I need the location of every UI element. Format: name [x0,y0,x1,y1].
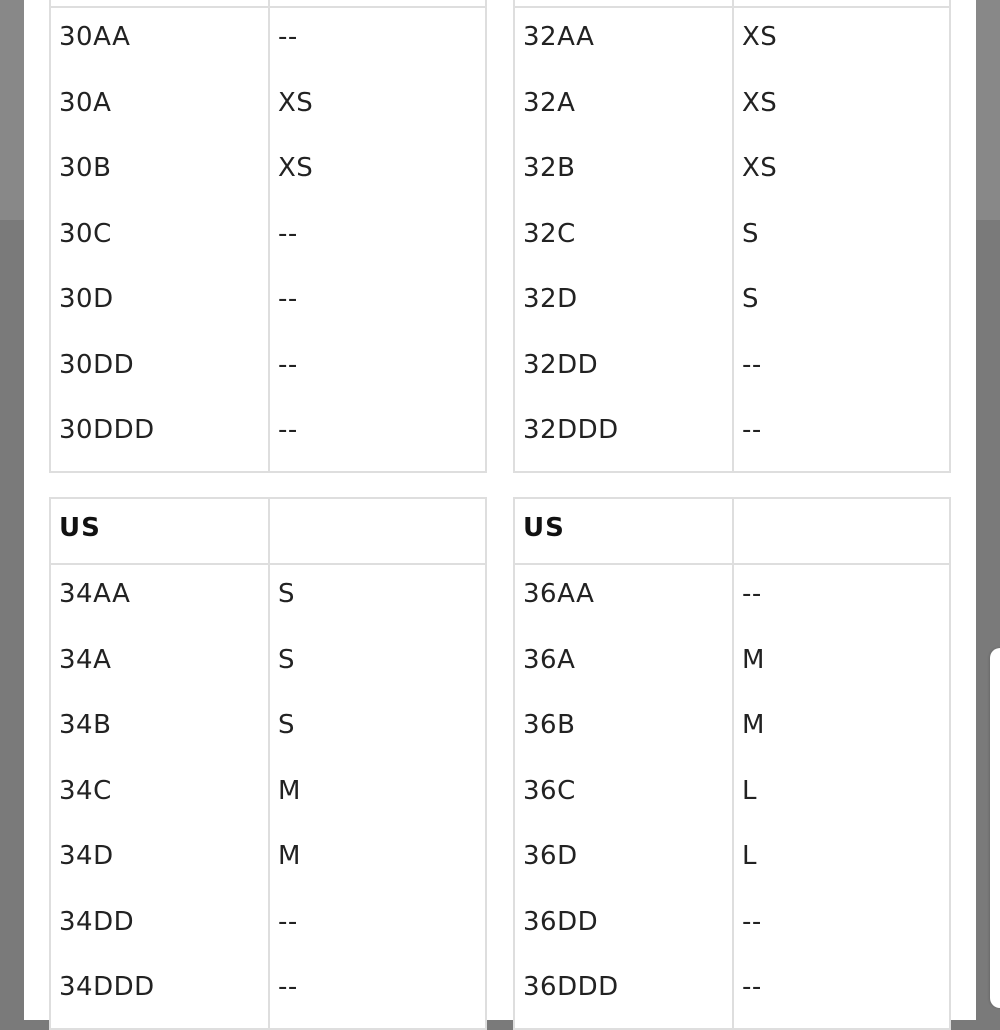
band-cup-cell: 30C [59,218,112,249]
table-row [51,958,485,1024]
table-row [51,139,485,205]
band-cup-cell: 36DD [523,906,599,937]
band-cup-cell: 32B [523,153,576,183]
table-row [515,827,949,893]
size-cell: -- [742,972,762,1002]
table-row [51,8,485,74]
size-table-34 [49,497,487,1030]
table-row [51,631,485,697]
band-cup-cell: 32DDD [523,415,619,445]
table-row [51,336,485,402]
size-cell: -- [278,284,298,314]
size-cell: -- [278,22,298,52]
table-header [515,0,949,8]
band-cup-cell: 30DD [59,349,135,380]
table-row [515,631,949,697]
size-table-32 [513,0,951,473]
size-cell: S [742,284,760,314]
size-cell: M [278,775,301,806]
band-cup-cell: 32D [523,284,578,314]
band-cup-cell: 34C [59,775,112,806]
table-row [515,401,949,467]
band-cup-cell: 34D [59,841,114,871]
table-row [51,270,485,336]
band-cup-cell: 34DDD [59,972,155,1002]
table-row [515,958,949,1024]
band-cup-cell: 30B [59,153,112,183]
band-cup-cell: 32C [523,218,576,249]
table-row [51,205,485,271]
band-cup-cell: 30D [59,284,114,314]
size-cell: -- [742,415,762,445]
band-cup-cell: 32DD [523,349,599,380]
size-table-36 [513,497,951,1030]
table-row [51,827,485,893]
table-row [515,8,949,74]
size-cell: -- [742,579,762,609]
table-row [515,74,949,140]
table-row [51,893,485,959]
table-row [51,696,485,762]
size-cell: M [742,710,765,740]
size-cell: -- [742,349,762,380]
table-header [51,499,485,565]
band-cup-cell: 34AA [59,579,131,609]
size-cell: L [742,841,757,871]
table-row [515,696,949,762]
size-cell: -- [278,415,298,445]
band-cup-cell: 34B [59,710,112,740]
band-cup-cell: 30AA [59,22,131,52]
side-panel-handle[interactable] [990,648,1000,1008]
size-table-30 [49,0,487,473]
size-cell: XS [742,22,778,52]
size-cell: -- [278,349,298,380]
header-cell: US [523,513,565,543]
table-row [515,205,949,271]
size-cell: M [742,644,765,675]
size-cell: M [278,841,301,871]
band-cup-cell: 34A [59,644,112,675]
size-cell: -- [278,906,298,937]
band-cup-cell: 36B [523,710,576,740]
size-cell: XS [742,153,778,183]
table-header [515,499,949,565]
table-row [515,762,949,828]
band-cup-cell: 36D [523,841,578,871]
band-cup-cell: 36C [523,775,576,806]
band-cup-cell: 36AA [523,579,595,609]
band-cup-cell: 32A [523,87,576,118]
table-row [51,74,485,140]
band-cup-cell: 36DDD [523,972,619,1002]
table-row [51,565,485,631]
size-cell: S [742,218,760,249]
size-cell: -- [278,218,298,249]
band-cup-cell: 30DDD [59,415,155,445]
size-cell: L [742,775,757,806]
table-row [515,139,949,205]
size-cell: XS [278,153,314,183]
table-row [515,893,949,959]
size-cell: S [278,579,296,609]
size-cell: XS [278,87,314,118]
band-cup-cell: 36A [523,644,576,675]
table-row [515,270,949,336]
size-cell: -- [742,906,762,937]
band-cup-cell: 32AA [523,22,595,52]
table-row [515,565,949,631]
header-cell: US [59,513,101,543]
table-row [51,762,485,828]
size-cell: -- [278,972,298,1002]
table-header [51,0,485,8]
band-cup-cell: 30A [59,87,112,118]
table-row [515,336,949,402]
size-cell: XS [742,87,778,118]
band-cup-cell: 34DD [59,906,135,937]
size-cell: S [278,644,296,675]
size-cell: S [278,710,296,740]
table-row [51,401,485,467]
